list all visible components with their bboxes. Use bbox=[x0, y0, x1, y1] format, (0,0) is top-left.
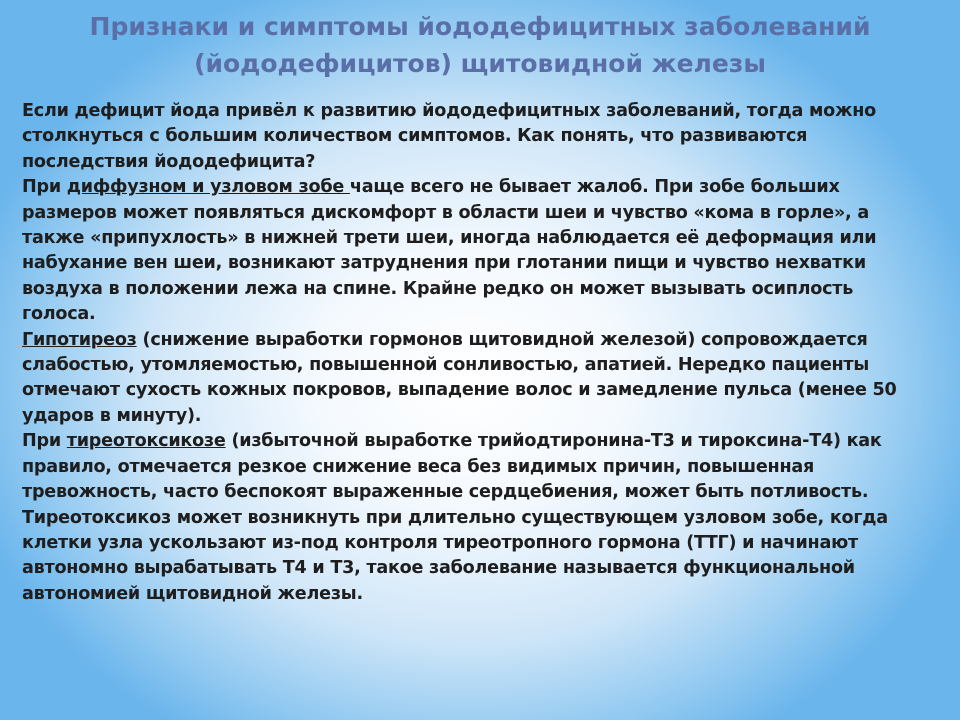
text-segment: правило, отмечается резкое снижение веса без видимых причин, повышенная bbox=[22, 456, 815, 477]
text-line bbox=[22, 480, 942, 505]
text-segment: клетки узла ускользают из-под контроля тиреотропного гормона (ТТГ) и начинают bbox=[22, 532, 858, 553]
text-line bbox=[22, 455, 942, 480]
text-segment: Тиреотоксикоз может возникнуть при длительно существующем узловом зобе, когда bbox=[22, 507, 888, 528]
text-line bbox=[22, 277, 942, 302]
text-line bbox=[22, 302, 942, 327]
text-segment: голоса. bbox=[22, 304, 96, 325]
underlined-term: диффузном и узловом зобе bbox=[66, 177, 350, 198]
text-line bbox=[22, 124, 942, 149]
text-segment: При bbox=[22, 177, 67, 198]
text-line bbox=[22, 582, 942, 607]
text-line bbox=[22, 531, 942, 556]
text-line bbox=[22, 99, 942, 124]
text-segment: слабостью, утомляемостью, повышенной сонливостью, апатией. Нередко пациенты bbox=[22, 355, 870, 376]
text-segment: автономией щитовидной железы. bbox=[22, 583, 363, 604]
text-line bbox=[22, 404, 942, 429]
title-line-1: Признаки и симптомы йододефицитных заболеваний bbox=[89, 12, 871, 41]
text-line bbox=[22, 556, 942, 581]
text-segment: При bbox=[22, 431, 67, 452]
title-line-2: (йододефицитов) щитовидной железы bbox=[194, 49, 766, 78]
text-segment: воздуха в положении лежа на спине. Крайне редко он может вызывать осиплость bbox=[22, 278, 854, 299]
text-segment: размеров может появляться дискомфорт в области шеи и чувство «кома в горле», а bbox=[22, 202, 869, 223]
text-segment: автономно вырабатывать Т4 и Т3, такое заболевание называется функциональной bbox=[22, 558, 855, 579]
text-segment: (снижение выработки гормонов щитовидной железой) сопровождается bbox=[136, 329, 868, 350]
text-segment: (избыточной выработке трийодтиронина-Т3 и тироксина-Т4) как bbox=[225, 431, 882, 452]
text-segment: отмечают сухость кожных покровов, выпадение волос и замедление пульса (менее 50 bbox=[22, 380, 897, 401]
text-line bbox=[22, 201, 942, 226]
text-segment: ударов в минуту). bbox=[22, 405, 202, 426]
slide-title bbox=[40, 8, 920, 82]
text-segment: столкнуться с большим количеством симптомов. Как понять, что развиваются bbox=[22, 126, 808, 147]
text-line bbox=[22, 328, 942, 353]
text-segment: чаще всего не бывает жалоб. При зобе больших bbox=[349, 177, 840, 198]
text-segment: набухание вен шеи, возникают затруднения при глотании пищи и чувство нехватки bbox=[22, 253, 866, 274]
text-segment: тревожность, часто беспокоят выраженные сердцебиения, может быть потливость. bbox=[22, 482, 869, 503]
text-line bbox=[22, 353, 942, 378]
text-segment: последствия йододефицита? bbox=[22, 151, 316, 172]
text-line bbox=[22, 150, 942, 175]
text-line bbox=[22, 506, 942, 531]
underlined-term: Гипотиреоз bbox=[22, 329, 137, 350]
text-segment: Если дефицит йода привёл к развитию йододефицитных заболеваний, тогда можно bbox=[22, 101, 876, 121]
body-text bbox=[22, 99, 942, 607]
text-line bbox=[22, 378, 942, 403]
text-line bbox=[22, 175, 942, 200]
underlined-term: тиреотоксикозе bbox=[66, 431, 226, 452]
text-segment: также «припухлость» в нижней трети шеи, иногда наблюдается её деформация или bbox=[22, 228, 877, 249]
text-line bbox=[22, 429, 942, 454]
text-line bbox=[22, 226, 942, 251]
text-line bbox=[22, 251, 942, 276]
